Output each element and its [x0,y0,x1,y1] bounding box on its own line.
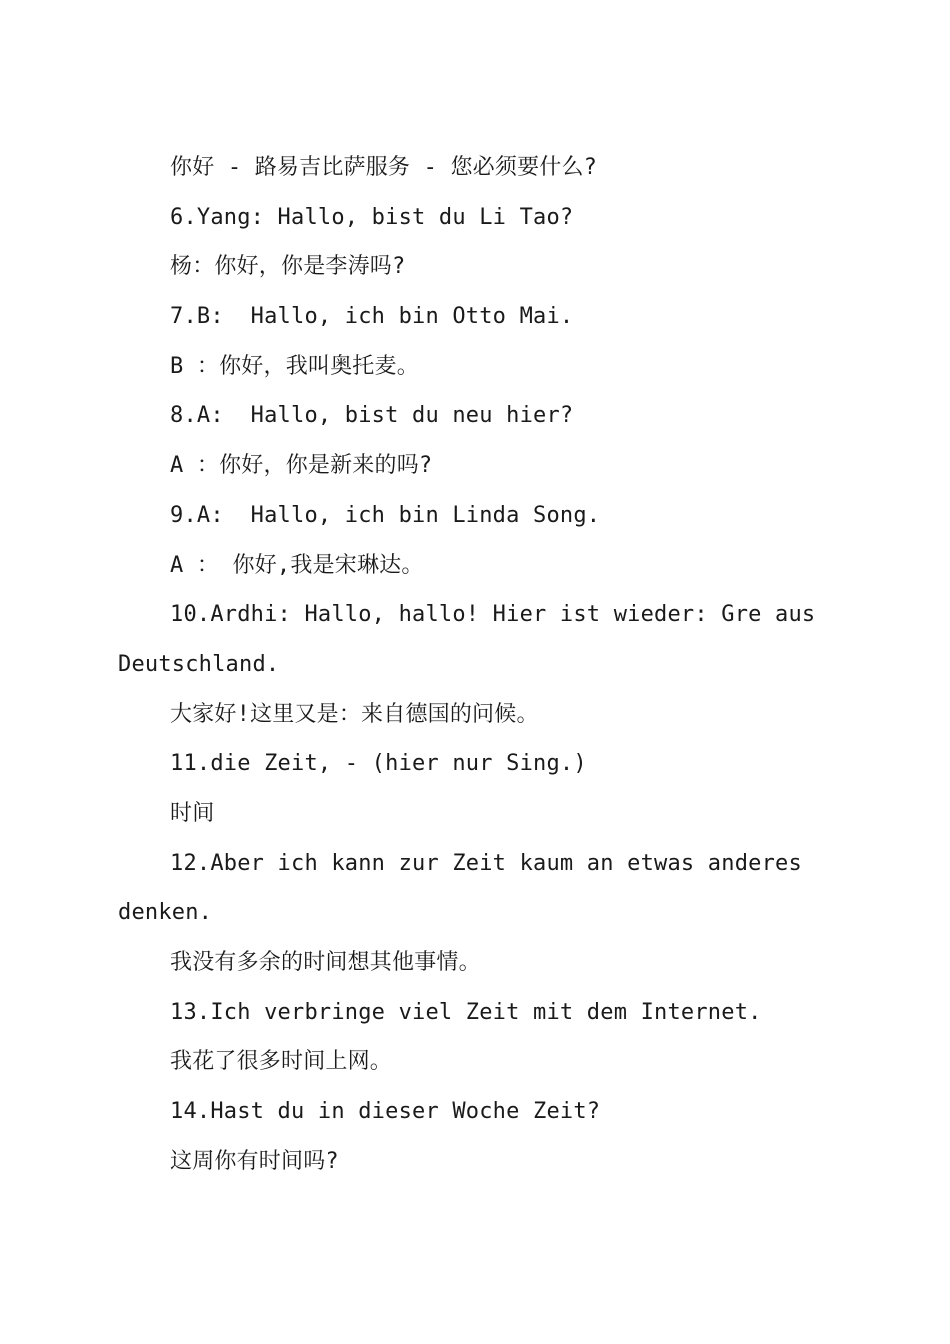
text-line: 11.die Zeit, - (hier nur Sing.) [170,751,587,777]
text-line: 你好 - 路易吉比萨服务 - 您必须要什么? [170,155,598,180]
text-line: B ：你好，我叫奥托麦。 [170,353,419,379]
text-line: 我没有多余的时间想其他事情。 [170,950,481,975]
text-line-continuation: Deutschland. [118,651,280,677]
text-line: 13.Ich verbringe viel Zeit mit dem Internet. [170,999,762,1025]
text-line-continuation: denken. [118,900,213,926]
text-line: 时间 [170,800,215,826]
text-line: A ： 你好,我是宋琳达。 [170,552,424,578]
text-line: 7.B: Hallo, ich bin Otto Mai. [170,304,574,330]
text-line: A ：你好，你是新来的吗? [170,453,433,479]
text-line: 9.A: Hallo, ich bin Linda Song. [170,502,601,528]
text-line: 这周你有时间吗? [170,1148,339,1174]
text-line: 14.Hast du in dieser Woche Zeit? [170,1099,601,1125]
text-line: 6.Yang: Hallo, bist du Li Tao? [170,204,574,230]
text-line: 8.A: Hallo, bist du neu hier? [170,403,574,429]
text-line: 10.Ardhi: Hallo, hallo! Hier ist wieder: Gre aus [170,602,816,628]
document-body [118,143,816,1186]
text-line: 杨：你好，你是李涛吗? [170,254,406,280]
text-line: 我花了很多时间上网。 [170,1049,393,1075]
text-line: 大家好!这里又是：来自德国的问候。 [170,701,539,727]
text-line: 12.Aber ich kann zur Zeit kaum an etwas anderes [170,850,802,876]
